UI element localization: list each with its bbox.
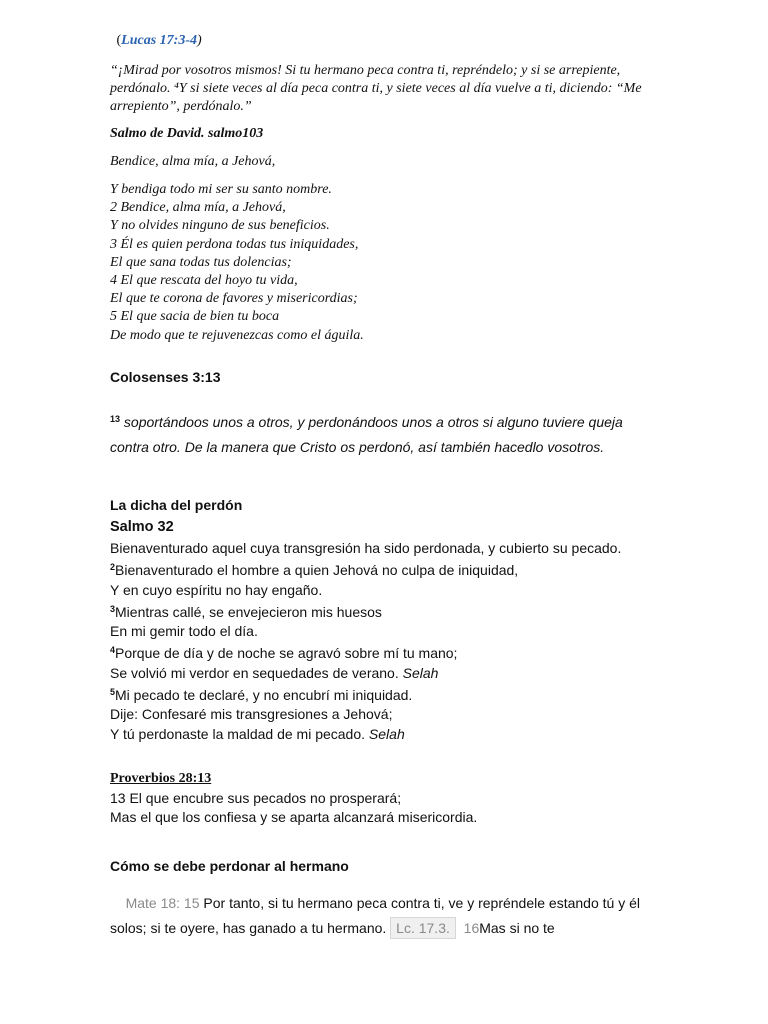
verse-number: 13 <box>110 414 121 424</box>
selah-mark: Selah <box>368 725 405 742</box>
psalm-32-verse-5b: Dije: Confesaré mis transgresiones a Jehová; <box>110 706 393 723</box>
verse-16-number: 16 <box>463 920 480 936</box>
psalm-line: Y no olvides ninguno de sus beneficios. <box>110 218 330 234</box>
verse-number: 3 <box>110 603 116 614</box>
psalm-103-first-line: Bendice, alma mía, a Jehová, <box>110 154 276 169</box>
colossians-verse <box>110 407 650 460</box>
psalm-32-verse-2a <box>110 558 650 580</box>
verse-number: 5 <box>110 687 116 698</box>
psalm-32-verse-5a <box>110 683 650 705</box>
psalm-line: El que te corona de favores y misericordias; <box>110 291 358 307</box>
selah-mark: Selah <box>402 664 439 681</box>
psalm-32-verse-4b <box>110 664 650 683</box>
verse-text: Se volvió mi verdor en sequedades de verano. <box>110 664 403 681</box>
verse-number: 4 <box>110 645 116 656</box>
forgive-heading: Cómo se debe perdonar al hermano <box>110 858 349 874</box>
matthew-reference[interactable]: Mate 18: 15 <box>125 895 200 911</box>
matthew-passage <box>110 891 660 941</box>
verse-text: Mientras callé, se envejecieron mis huesos <box>115 603 382 620</box>
psalm-32-verse-3b: En mi gemir todo el día. <box>110 623 258 640</box>
psalm-line: De modo que te rejuvenezcas como el águila. <box>110 327 364 343</box>
open-paren: ( <box>116 33 122 48</box>
close-paren: ) <box>197 33 202 48</box>
psalm-32-verse-2b: Y en cuyo espíritu no hay engaño. <box>110 581 323 598</box>
verse-text: Mi pecado te declaré, y no encubrí mi iniquidad. <box>115 687 413 704</box>
psalm-line: El que sana todas tus dolencias; <box>110 254 292 270</box>
psalm-32-verse-1: Bienaventurado aquel cuya transgresión ha sido perdonada, y cubierto su pecado. <box>110 540 622 556</box>
verse-16-text: Mas si no te <box>479 920 555 936</box>
verse-text: Bienaventurado el hombre a quien Jehová no culpa de iniquidad, <box>115 562 519 579</box>
proverbs-line: Mas el que los confiesa y se aparta alcanzará misericordia. <box>110 809 478 825</box>
psalm-line: 4 El que rescata del hoyo tu vida, <box>110 273 298 289</box>
psalm-32-verse-5c <box>110 725 650 744</box>
cross-reference-link[interactable]: Lc. 17.3. <box>390 917 456 939</box>
blessing-heading: La dicha del perdón <box>110 497 243 513</box>
luke-reference-link[interactable]: Lucas 17:3-4 <box>121 33 197 48</box>
psalm-line: 3 Él es quien perdona todas tus iniquidades, <box>110 236 359 252</box>
verse-text: Porque de día y de noche se agravó sobre mí tu mano; <box>115 645 458 662</box>
verse-number: 2 <box>110 562 116 573</box>
verse-text: Y tú perdonaste la maldad de mi pecado. <box>110 725 369 742</box>
proverbs-line: 13 El que encubre sus pecados no prosperará; <box>110 790 402 806</box>
proverbs-verses <box>110 789 477 827</box>
colossians-heading: Colosenses 3:13 <box>110 369 221 385</box>
matthew-text: Por tanto, si tu hermano peca contra ti, ve y repréndele estando tú y él solos; si te oyere, has ganado a tu hermano. <box>110 895 640 936</box>
luke-quote: “¡Mirad por vosotros mismos! Si tu hermano peca contra ti, repréndelo; y si se arrepiente, perdónalo. ⁴Y si siete veces al día peca contra ti, y siete veces al día vuelve a ti, diciendo: “Me arrepiento”, perdónalo.” <box>110 63 642 114</box>
proverbs-heading: Proverbios 28:13 <box>110 771 212 786</box>
psalm-line: 2 Bendice, alma mía, a Jehová, <box>110 200 286 216</box>
psalm-32-verses <box>110 539 650 744</box>
psalm-32-verse-3a <box>110 600 650 622</box>
psalm-103-verses <box>110 181 364 345</box>
psalm-103-title: Salmo de David. salmo103 <box>110 126 264 141</box>
luke-reference-line <box>113 33 202 49</box>
psalm-line: Y bendiga todo mi ser su santo nombre. <box>110 182 332 197</box>
psalm-32-verse-4a <box>110 641 650 663</box>
colossians-text: soportándoos unos a otros, y perdonándoos unos a otros si alguno tuviere queja contra otro. De la manera que Cristo os perdonó, así también hacedlo vosotros. <box>110 414 623 455</box>
psalm-line: 5 El que sacia de bien tu boca <box>110 309 280 325</box>
psalm-32-heading: Salmo 32 <box>110 519 174 535</box>
